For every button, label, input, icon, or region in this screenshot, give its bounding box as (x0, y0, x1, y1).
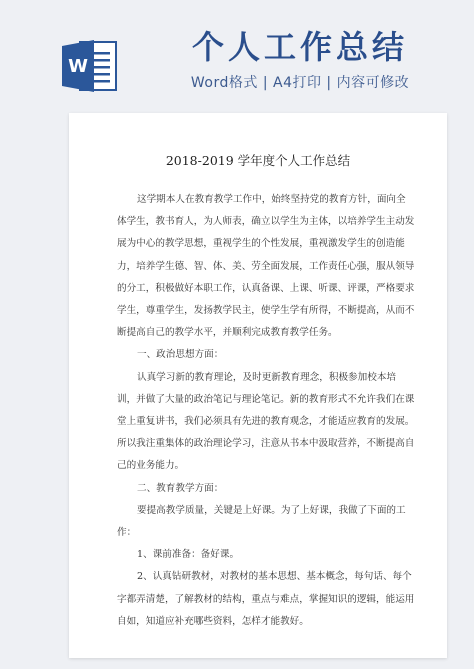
section-heading-politics: 一、政治思想方面： (137, 349, 224, 361)
document-title: 2018-2019 学年度个人工作总结 (165, 153, 351, 168)
document-body (117, 189, 415, 633)
document-page (69, 113, 447, 658)
list-item-study: 2、认真钻研教材，对教材的基本思想、基本概念，每句话、每个字都弄清楚，了解教材的结构，重点与难点，掌握知识的逻辑，能运用自如，知道应补充哪些资料，怎样才能教好。 (117, 571, 415, 627)
paragraph-teaching: 要提高教学质量，关键是上好课。为了上好课，我做了下面的工作： (117, 504, 406, 539)
paragraph-politics: 认真学习新的教育理论，及时更新教育理念，积极参加校本培训，并做了大量的政治笔记与理论笔记。新的教育形式不允许我们在课堂上重复讲书，我们必须具有先进的教育观念，才能适应教育的发展。所以我注重集体的政治理论学习，注意从书本中汲取营养，不断提高自己的业务能力。 (117, 371, 415, 472)
section-heading-teaching: 二、教育教学方面： (137, 482, 224, 494)
header-subtitle: Word格式 | A4打印 | 内容可修改 (190, 75, 410, 91)
header-banner (0, 0, 474, 118)
list-item-prep: 1、课前准备：备好课。 (137, 549, 240, 561)
word-document-icon (60, 36, 120, 96)
paragraph-intro: 这学期本人在教育教学工作中，始终坚持党的教育方针，面向全体学生，教书育人，为人师表，确立以学生为主体，以培养学生主动发展为中心的教学思想，重视学生的个性发展，重视激发学生的创造能力，培养学生德、智、体、美、劳全面发展，工作责任心强，服从领导的分工，积极做好本职工作，认真备课、上课、听课、评课，严格要求学生，尊重学生，发扬教学民主，使学生学有所得，不断提高，从而不断提高自己的教学水平，并顺利完成教育教学任务。 (117, 194, 415, 339)
svg-text:W: W (68, 56, 88, 77)
header-title: 个人工作总结 (191, 28, 408, 66)
